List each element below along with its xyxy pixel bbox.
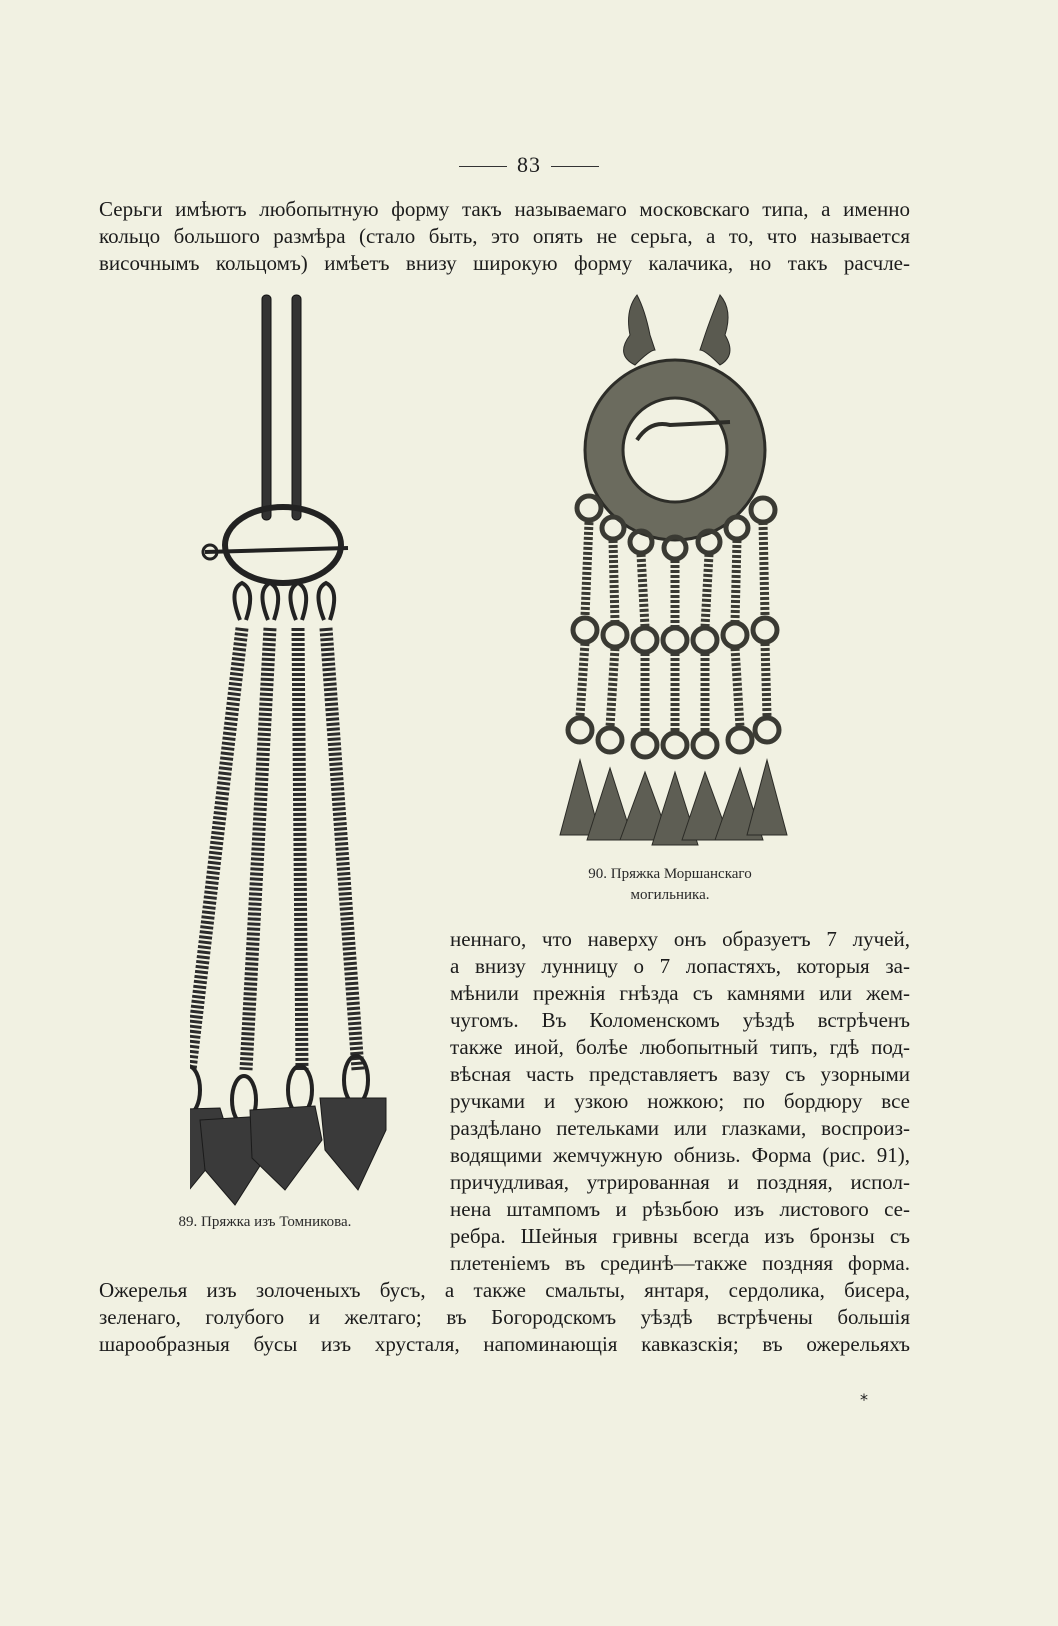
text-line: а внизу лунницу о 7 лопастяхъ, которыя за- <box>450 954 910 978</box>
text-line: ребра. Шейныя гривны всегда изъ бронзы съ <box>450 1224 910 1248</box>
figure-90-caption <box>555 864 785 906</box>
text-line: неннаго, что наверху онъ образуетъ 7 лучей, <box>450 927 910 951</box>
figure-90-illustration <box>555 290 790 850</box>
text-line: нена штампомъ и рѣзьбою изъ листового се- <box>450 1197 910 1221</box>
text-line: раздѣлано петельками или глазками, воспроиз- <box>450 1116 910 1140</box>
text-line: причудливая, утрированная и поздняя, испол- <box>450 1170 910 1194</box>
text-line: ручками и узкою ножкою; по бордюру все <box>450 1089 910 1113</box>
text-line: водящими жемчужную обнизь. Форма (рис. 91), <box>450 1143 910 1167</box>
text-line: мѣнили прежнія гнѣзда съ камнями или жем- <box>450 981 910 1005</box>
figure-90-caption-line: могильника. <box>630 887 710 903</box>
page-number: 83 <box>0 152 1058 178</box>
text-line: височнымъ кольцомъ) имѣетъ внизу широкую форму калачика, но такъ расчле- <box>99 251 910 275</box>
text-line: плетеніемъ въ срединѣ—также поздняя форма. <box>450 1251 910 1275</box>
text-line: чугомъ. Въ Коломенскомъ уѣздѣ встрѣченъ <box>450 1008 910 1032</box>
footer-mark: * <box>860 1390 868 1409</box>
text-line: кольцо большого размѣра (стало быть, это опять не серьга, а то, что называется <box>99 224 910 248</box>
text-line: Ожерелья изъ золоченыхъ бусъ, а также смальты, янтаря, сердолика, бисера, <box>99 1278 910 1302</box>
figure-89-illustration <box>190 290 400 1220</box>
text-line: Серьги имѣютъ любопытную форму такъ называемаго московскаго типа, а именно <box>99 197 910 221</box>
figure-90-caption-line: 90. Пряжка Моршанскаго <box>588 866 752 882</box>
figure-89-caption: 89. Пряжка изъ Томникова. <box>178 1214 352 1230</box>
text-line: шарообразныя бусы изъ хрусталя, напоминающія кавказскія; въ ожерельяхъ <box>99 1332 910 1356</box>
text-line: зеленаго, голубого и желтаго; въ Богородскомъ уѣздѣ встрѣчены большія <box>99 1305 910 1329</box>
text-line: вѣсная часть представляетъ вазу съ узорными <box>450 1062 910 1086</box>
text-line: также иной, болѣе любопытный типъ, гдѣ под- <box>450 1035 910 1059</box>
